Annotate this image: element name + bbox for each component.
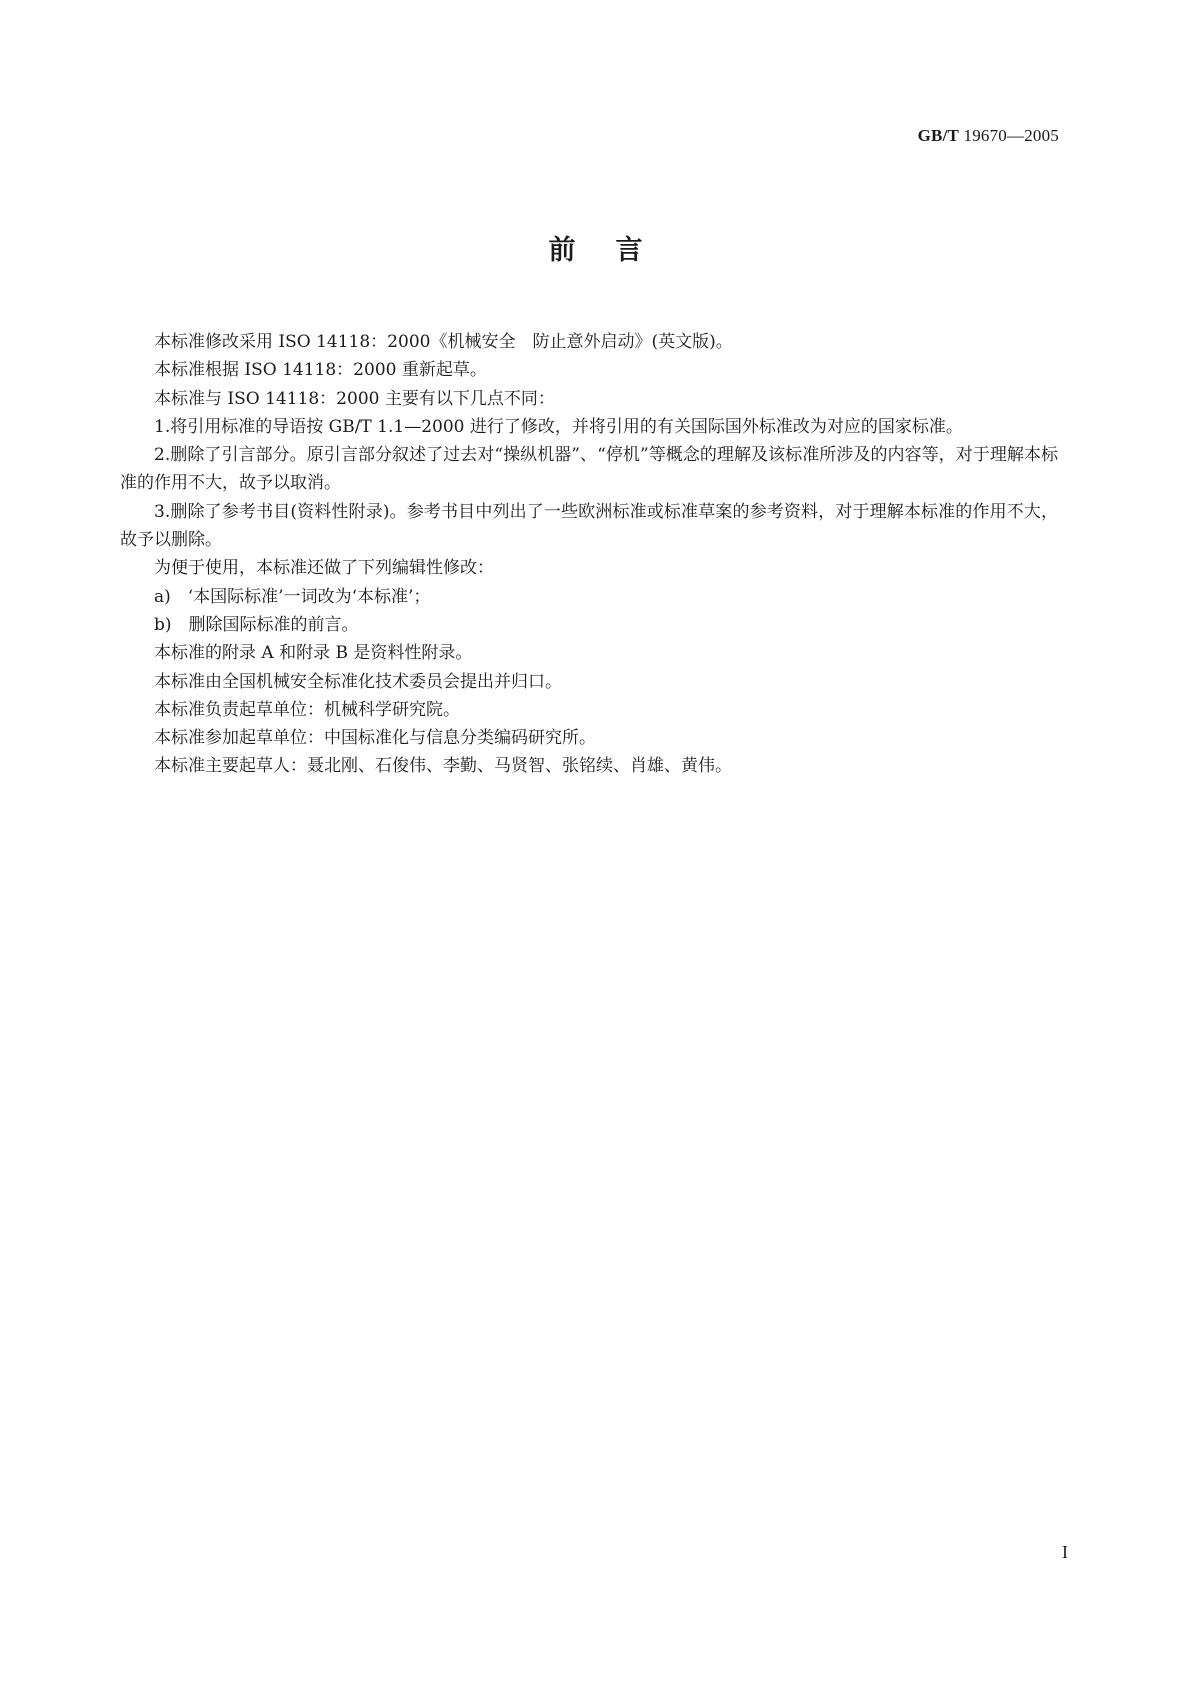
- list-item-b: b) 删除国际标准的前言。: [154, 614, 359, 635]
- paragraph-proposed-by: 本标准由全国机械安全标准化技术委员会提出并归口。: [154, 671, 562, 692]
- standard-prefix: GB/T: [917, 126, 960, 145]
- foreword-body: [120, 328, 1058, 781]
- standard-code: 19670—2005: [963, 126, 1059, 145]
- paragraph-annexes: 本标准的附录 A 和附录 B 是资料性附录。: [154, 643, 473, 664]
- paragraph-participating-drafter: 本标准参加起草单位：中国标准化与信息分类编码研究所。: [154, 728, 596, 749]
- page-number: I: [1062, 1542, 1068, 1562]
- standard-number: [918, 126, 1059, 146]
- paragraph-redrafted: 本标准根据 ISO 14118：2000 重新起草。: [154, 360, 487, 381]
- list-item-a: a) ‘本国际标准’一词改为‘本标准’；: [154, 586, 431, 607]
- paragraph-difference-2: 2.删除了引言部分。原引言部分叙述了过去对“操纵机器”、“停机”等概念的理解及该标准所涉及的内容等，对于理解本标准的作用不大，故予以取消。: [120, 445, 1058, 494]
- paragraph-difference-1: 1.将引用标准的导语按 GB/T 1.1—2000 进行了修改，并将引用的有关国际国外标准改为对应的国家标准。: [154, 416, 963, 437]
- page-title: 前言: [548, 235, 683, 266]
- paragraph-differences-intro: 本标准与 ISO 14118：2000 主要有以下几点不同：: [154, 388, 555, 409]
- paragraph-responsible-drafter: 本标准负责起草单位：机械科学研究院。: [154, 699, 460, 720]
- paragraph-editorial-intro: 为便于使用，本标准还做了下列编辑性修改：: [154, 558, 494, 579]
- paragraph-difference-3: 3.删除了参考书目(资料性附录)。参考书目中列出了一些欧洲标准或标准草案的参考资料，对于理解本标准的作用不大，故予以删除。: [120, 501, 1058, 551]
- paragraph-main-drafters: 本标准主要起草人：聂北刚、石俊伟、李勤、马贤智、张铭续、肖雄、黄伟。: [154, 756, 732, 777]
- paragraph-adoption: 本标准修改采用 ISO 14118：2000《机械安全 防止意外启动》(英文版)。: [154, 332, 733, 352]
